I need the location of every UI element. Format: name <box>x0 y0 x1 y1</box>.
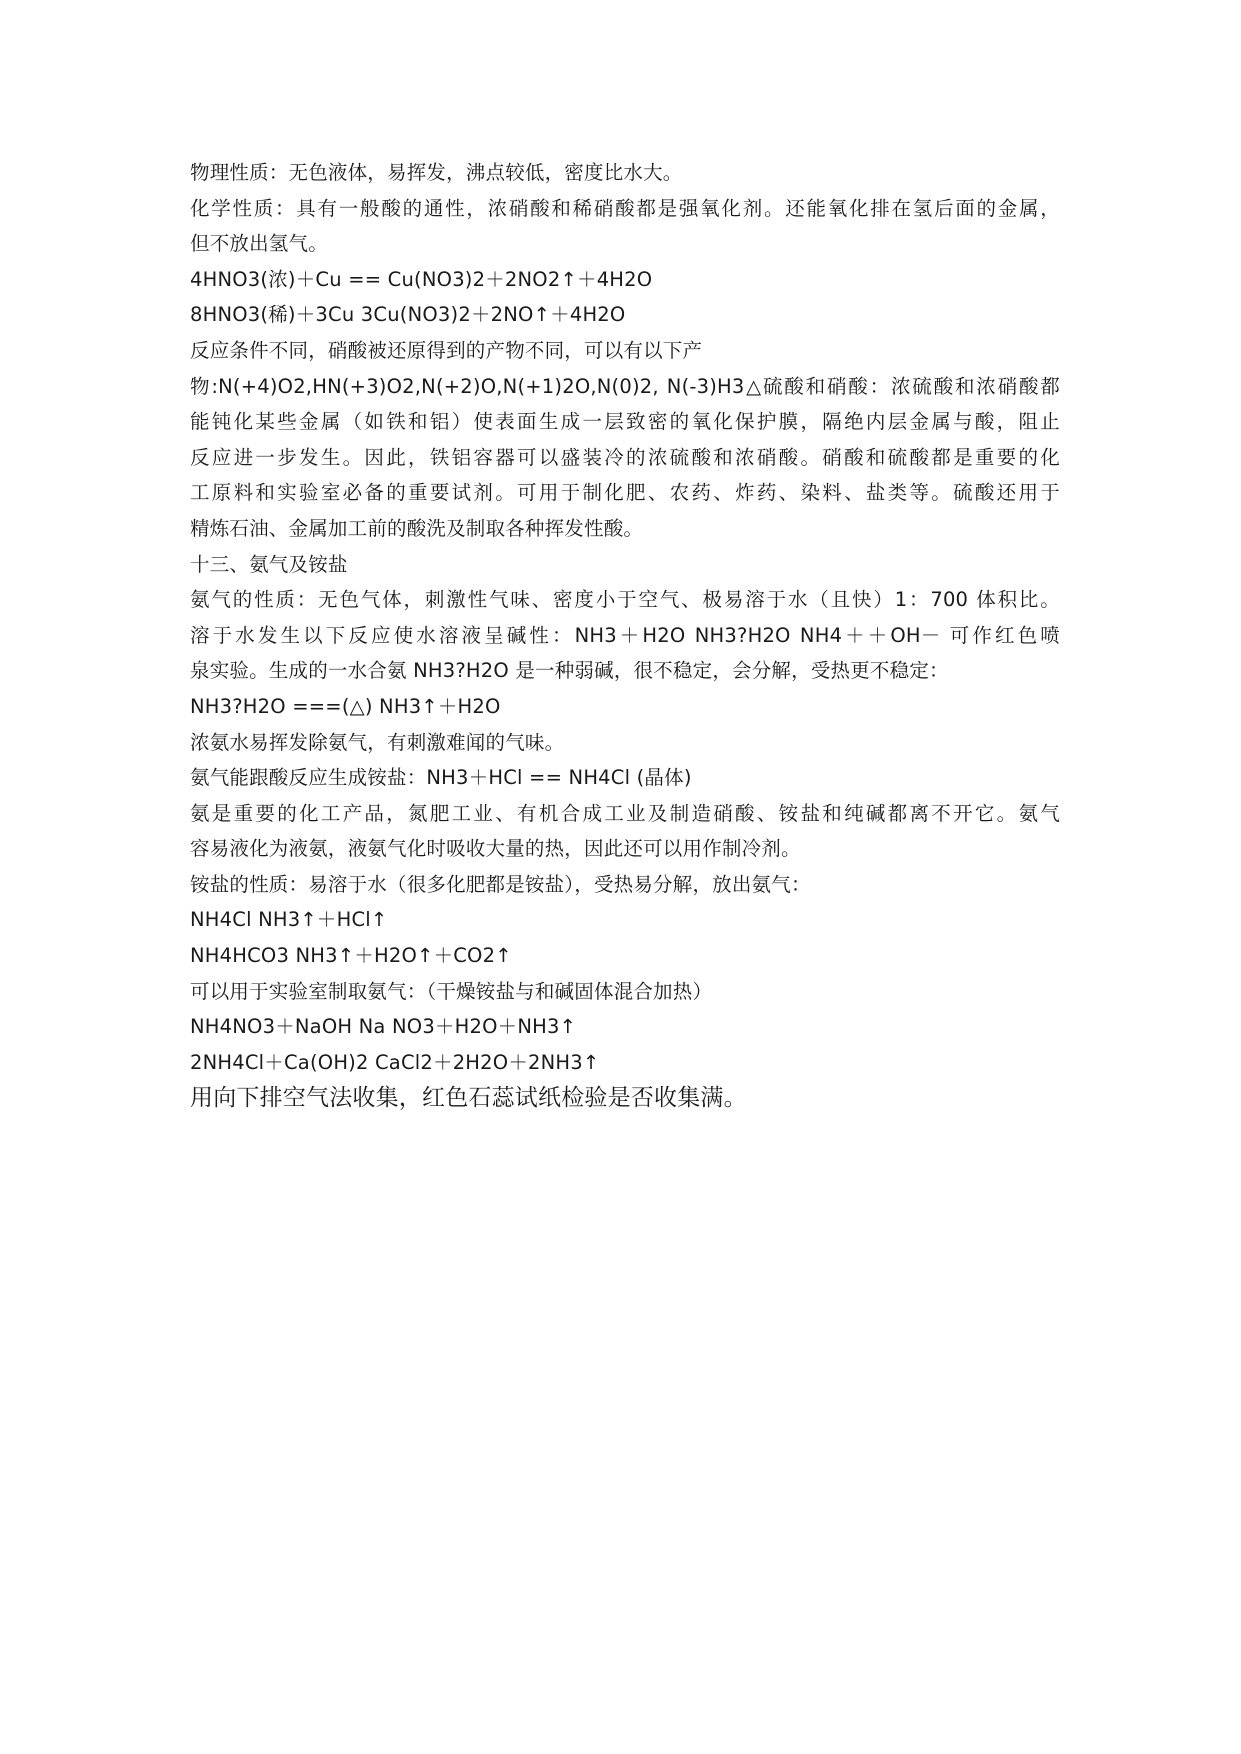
text-line: 用向下排空气法收集，红色石蕊试纸检验是否收集满。 <box>190 1085 747 1112</box>
text-line: 泉实验。生成的一水合氨 NH3?H2O 是一种弱碱，很不稳定，会分解，受热更不稳定： <box>190 659 949 683</box>
equation-line: 2NH4Cl＋Ca(OH)2 CaCl2＋2H2O＋2NH3↑ <box>190 1050 600 1074</box>
text-line: 反应进一步发生。因此，铁铝容器可以盛装冷的浓硫酸和浓硝酸。硝酸和硫酸都是重要的化 <box>190 445 1060 469</box>
equation-line: NH4HCO3 NH3↑＋H2O↑＋CO2↑ <box>190 944 512 968</box>
text-line: 铵盐的性质：易溶于水（很多化肥都是铵盐），受热易分解，放出氨气： <box>190 872 811 896</box>
text-line: 但不放出氢气。 <box>190 232 328 256</box>
equation-line: NH3?H2O ===(△) NH3↑＋H2O <box>190 694 501 718</box>
text-line: 容易液化为液氨，液氨气化时吸收大量的热，因此还可以用作制冷剂。 <box>190 837 801 861</box>
document-body <box>190 155 1060 1120</box>
equation-line: 4HNO3(浓)＋Cu == Cu(NO3)2＋2NO2↑＋4H2O <box>190 267 653 291</box>
equation-line: NH4NO3＋NaOH Na NO3＋H2O＋NH3↑ <box>190 1015 577 1039</box>
text-line: 精炼石油、金属加工前的酸洗及制取各种挥发性酸。 <box>190 516 644 540</box>
text-line: 化学性质：具有一般酸的通性，浓硝酸和稀硝酸都是强氧化剂。还能氧化排在氢后面的金属， <box>190 196 1060 220</box>
text-line: 能钝化某些金属（如铁和铝）使表面生成一层致密的氧化保护膜，隔绝内层金属与酸，阻止 <box>190 410 1060 434</box>
equation-line: 8HNO3(稀)＋3Cu 3Cu(NO3)2＋2NO↑＋4H2O <box>190 303 626 327</box>
text-line: 可以用于实验室制取氨气：（干燥铵盐与和碱固体混合加热） <box>190 979 713 1003</box>
text-line: 浓氨水易挥发除氨气，有刺激难闻的气味。 <box>190 730 565 754</box>
text-line: 氨气能跟酸反应生成铵盐：NH3＋HCl == NH4Cl (晶体) <box>190 766 692 790</box>
section-heading: 十三、氨气及铵盐 <box>190 552 348 576</box>
text-line: 物:N(+4)O2,HN(+3)O2,N(+2)O,N(+1)2O,N(0)2, N(-3)H3△硫酸和硝酸：浓硫酸和浓硝酸都 <box>190 374 1060 398</box>
text-line: 氨气的性质：无色气体，刺激性气味、密度小于空气、极易溶于水（且快）1：700 体积比。 <box>190 588 1060 612</box>
text-line: 工原料和实验室必备的重要试剂。可用于制化肥、农药、炸药、染料、盐类等。硫酸还用于 <box>190 481 1060 505</box>
text-line: 溶于水发生以下反应使水溶液呈碱性：NH3＋H2O NH3?H2O NH4＋＋OH－ 可作红色喷 <box>190 623 1060 647</box>
text-line: 物理性质：无色液体，易挥发，沸点较低，密度比水大。 <box>190 161 683 184</box>
text-line: 氨是重要的化工产品，氮肥工业、有机合成工业及制造硝酸、铵盐和纯碱都离不开它。氨气 <box>190 801 1060 825</box>
equation-line: NH4Cl NH3↑＋HCl↑ <box>190 908 388 932</box>
text-line: 反应条件不同，硝酸被还原得到的产物不同，可以有以下产 <box>190 338 703 362</box>
